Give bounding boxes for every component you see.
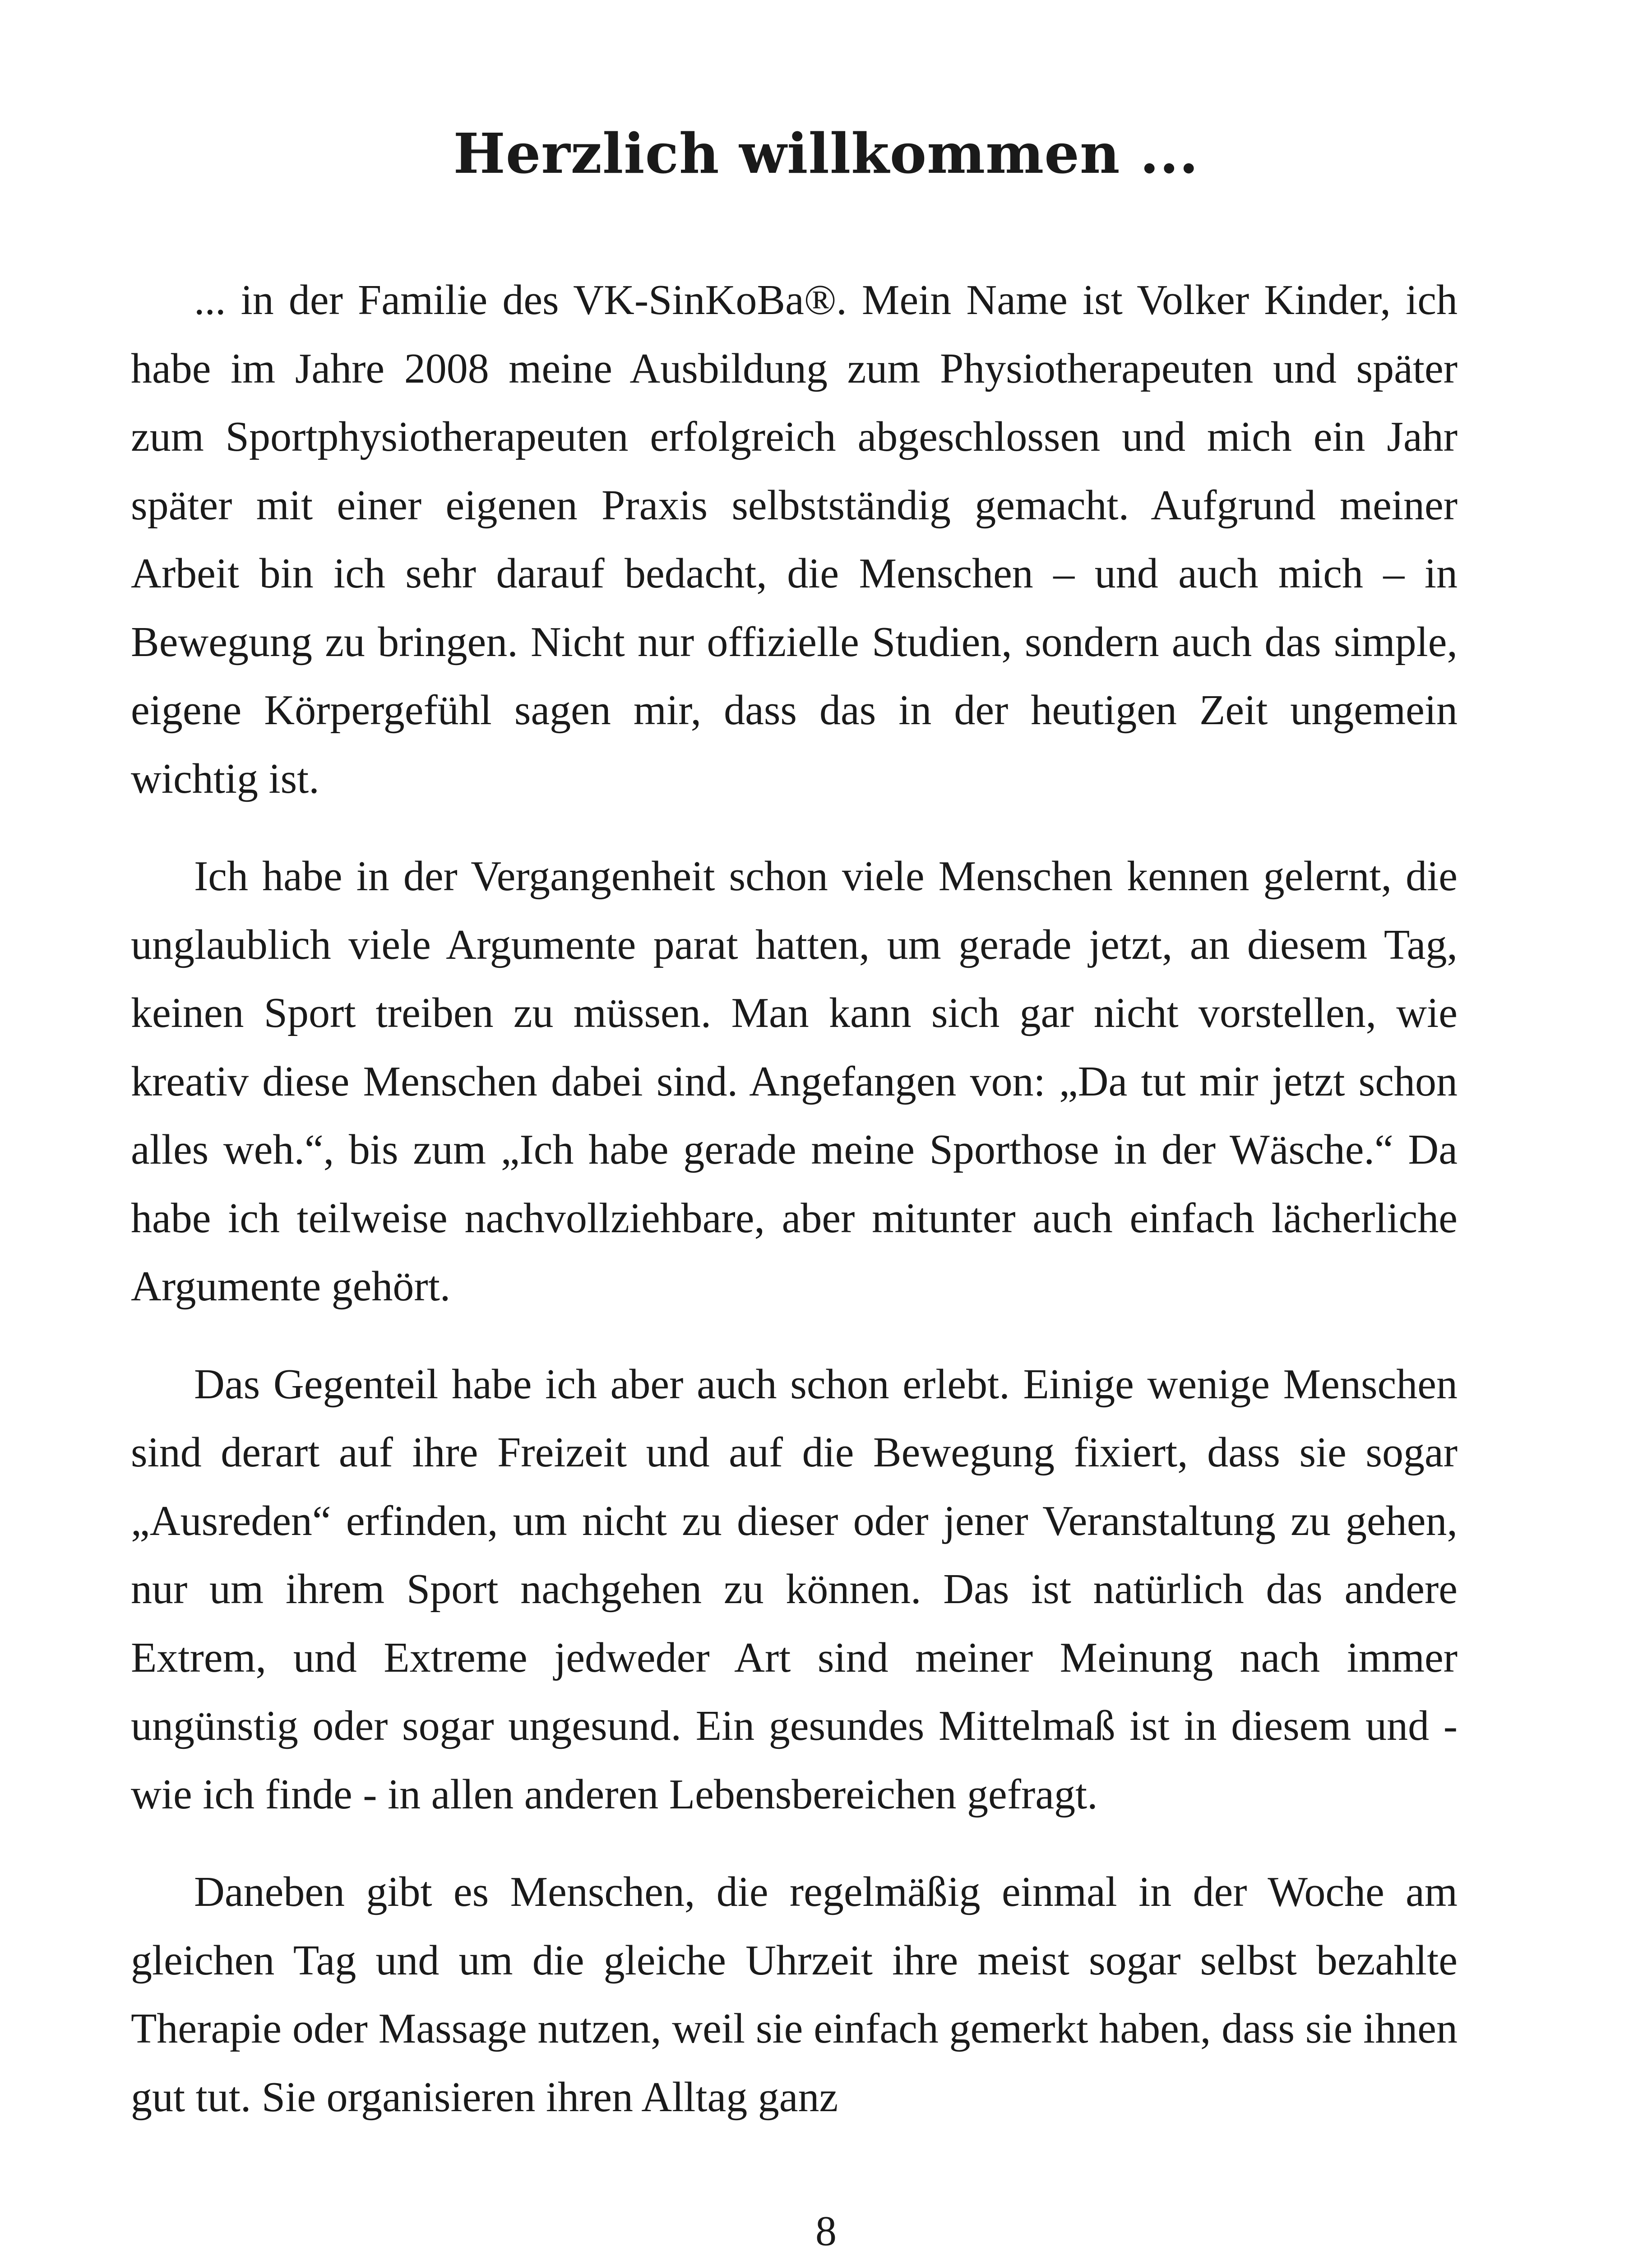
body-text [131, 266, 1458, 2161]
paragraph: ... in der Familie des VK-SinKoBa®. Mein Name ist Volker Kinder, ich habe im Jahre 2008 meine Ausbildung zum Physiotherapeuten und später zum Sportphysiotherapeuten erfolgreich abgeschlossen und mich ein Jahr später mit einer eigenen Praxis selbstständig gemacht. Aufgrund meiner Arbeit bin ich sehr darauf bedacht, die Menschen – und auch mich – in Bewegung zu bringen. Nicht nur offizielle Studien, sondern auch das simple, eigene Körpergefühl sagen mir, dass das in der heutigen Zeit ungemein wichtig ist. [131, 277, 1458, 802]
paragraph: Das Gegenteil habe ich aber auch schon erlebt. Einige wenige Menschen sind derart auf ihre Freizeit und auf die Bewegung fixiert, dass sie sogar „Ausreden“ erfinden, um nicht zu dieser oder jener Veranstaltung zu gehen, nur um ihrem Sport nachgehen zu können. Das ist natürlich das andere Extrem, und Extreme jedweder Art sind meiner Meinung nach immer ungünstig oder sogar ungesund. Ein gesundes Mittelmaß ist in diesem und - wie ich finde - in allen anderen Lebensbereichen gefragt. [131, 1360, 1458, 1818]
paragraph: Daneben gibt es Menschen, die regelmäßig einmal in der Woche am gleichen Tag und um die gleiche Uhrzeit ihre meist sogar selbst bezahlte Therapie oder Massage nutzen, weil sie einfach gemerkt haben, dass sie ihnen gut tut. Sie organisieren ihren Alltag ganz [131, 1868, 1458, 2121]
paragraph: Ich habe in der Vergangenheit schon viele Menschen kennen gelernt, die unglaublich viele Argumente parat hatten, um gerade jetzt, an diesem Tag, keinen Sport treiben zu müssen. Man kann sich gar nicht vorstellen, wie kreativ diese Menschen dabei sind. Angefangen von: „Da tut mir jetzt schon alles weh.“, bis zum „Ich habe gerade meine Sporthose in der Wäsche.“ Da habe ich teilweise nachvollziehbare, aber mitunter auch einfach lächerliche Argumente gehört. [131, 853, 1458, 1310]
page-number: 8 [815, 2208, 837, 2255]
page-title: Herzlich willkommen ... [453, 121, 1199, 186]
